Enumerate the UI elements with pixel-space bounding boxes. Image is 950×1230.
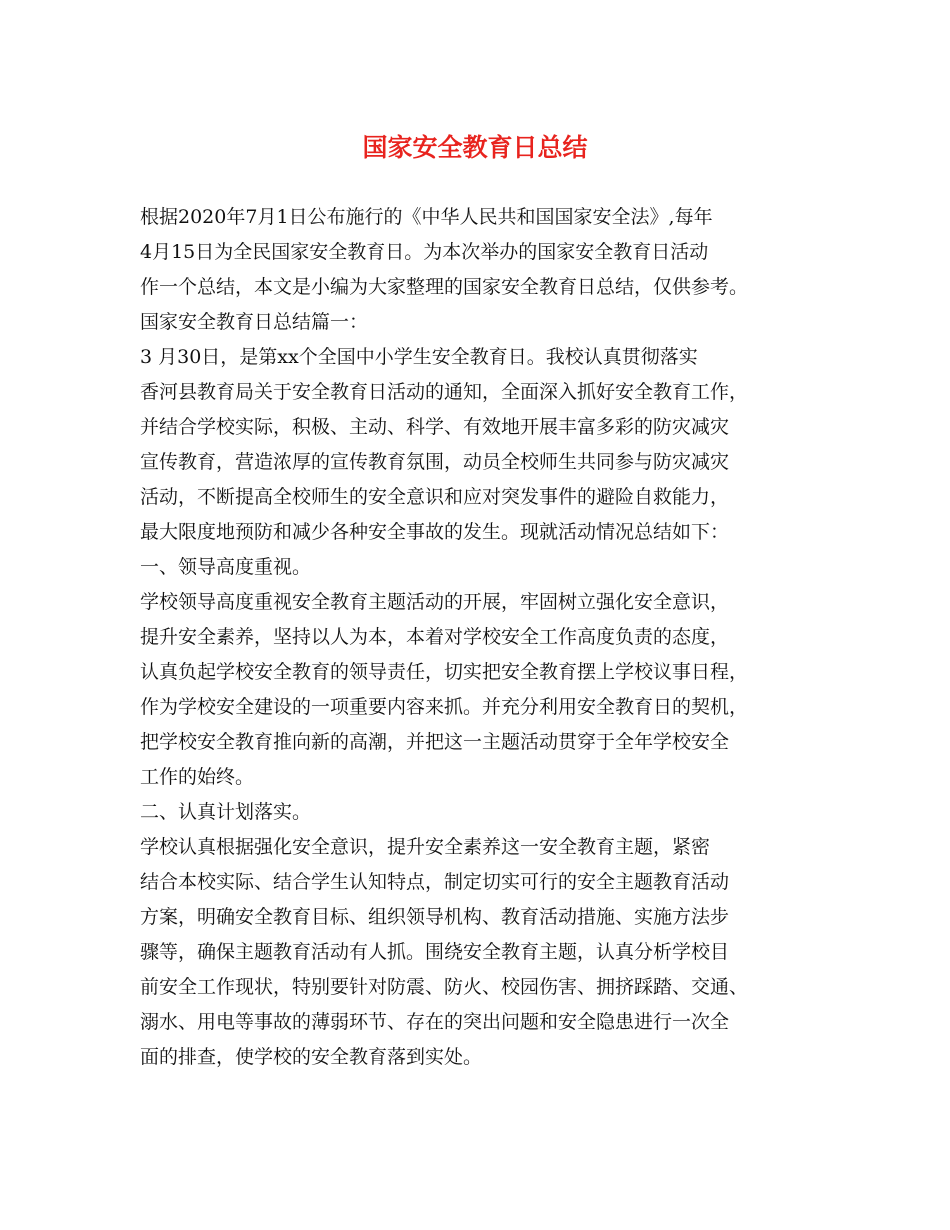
- body-line: 4月15日为全民国家安全教育日。为本次举办的国家安全教育日活动: [140, 241, 709, 263]
- body-line: 提升安全素养，坚持以人为本，本着对学校安全工作高度负责的态度，: [140, 626, 730, 648]
- section-heading-planning: 二、认真计划落实。: [140, 801, 312, 823]
- body-line: 学校认真根据强化安全意识，提升安全素养这一安全教育主题，紧密: [140, 836, 711, 858]
- body-line: 认真负起学校安全教育的领导责任，切实把安全教育摆上学校议事日程，: [140, 661, 749, 683]
- document-title: 国家安全教育日总结: [362, 133, 588, 162]
- body-line: 宣传教育，营造浓厚的宣传教育氛围，动员全校师生共同参与防灾减灾: [140, 451, 730, 473]
- body-line: 学校领导高度重视安全教育主题活动的开展，牢固树立强化安全意识，: [140, 591, 730, 613]
- body-line: 溺水、用电等事故的薄弱环节、存在的突出问题和安全隐患进行一次全: [140, 1011, 730, 1033]
- section-heading-part-one: 国家安全教育日总结篇一：: [140, 311, 369, 333]
- body-line: 工作的始终。: [140, 766, 255, 788]
- body-line: 作为学校安全建设的一项重要内容来抓。并充分利用安全教育日的契机，: [140, 696, 749, 718]
- body-line: 把学校安全教育推向新的高潮，并把这一主题活动贯穿于全年学校安全: [140, 731, 730, 753]
- body-line: 结合本校实际、结合学生认知特点，制定切实可行的安全主题教育活动: [140, 871, 730, 893]
- body-line: 最大限度地预防和减少各种安全事故的发生。现就活动情况总结如下：: [140, 521, 730, 543]
- body-line: 3 月30日，是第xx个全国中小学生安全教育日。我校认真贯彻落实: [140, 346, 698, 368]
- body-line: 方案，明确安全教育目标、组织领导机构、教育活动措施、实施方法步: [140, 906, 730, 928]
- body-line: 骤等，确保主题教育活动有人抓。围绕安全教育主题，认真分析学校目: [140, 941, 730, 963]
- body-line: 香河县教育局关于安全教育日活动的通知，全面深入抓好安全教育工作，: [140, 381, 749, 403]
- body-line: 作一个总结，本文是小编为大家整理的国家安全教育日总结，仅供参考。: [140, 276, 749, 298]
- body-line: 面的排查，使学校的安全教育落到实处。: [140, 1046, 483, 1068]
- body-line: 根据2020年7月1日公布施行的《中华人民共和国国家安全法》,每年: [140, 206, 713, 228]
- body-line: 前安全工作现状，特别要针对防震、防火、校园伤害、拥挤踩踏、交通、: [140, 976, 749, 998]
- body-line: 并结合学校实际，积极、主动、科学、有效地开展丰富多彩的防灾减灾: [140, 416, 730, 438]
- body-line: 活动，不断提高全校师生的安全意识和应对突发事件的避险自救能力，: [140, 486, 730, 508]
- section-heading-leadership: 一、领导高度重视。: [140, 556, 312, 578]
- document-body: [140, 200, 830, 1075]
